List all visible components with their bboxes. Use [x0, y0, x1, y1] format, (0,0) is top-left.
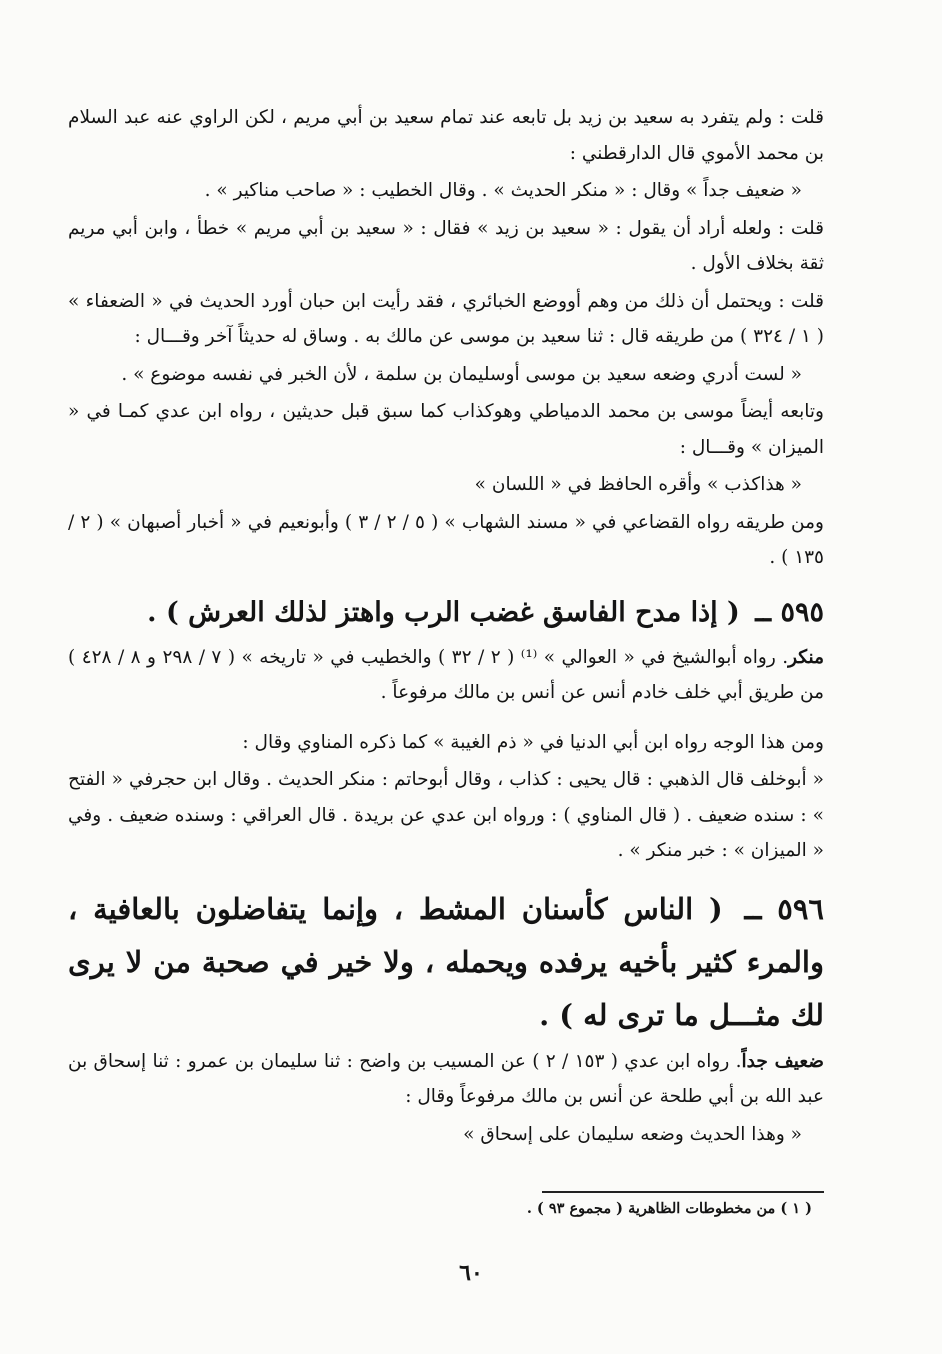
hadith-595-number: ٥٩٥ ــ [755, 596, 824, 628]
hadith-595-heading [68, 588, 824, 638]
hadith-595-takhrij [68, 640, 824, 711]
paragraph: قلت : ولم يتفرد به سعيد بن زيد بل تابعه عند تمام سعيد بن أبي مريم ، لكن الراوي عنه عبد السلام بن محمد الأموي قال الدارقطني : [68, 107, 824, 164]
quote-paragraph: « ضعيف جداً » وقال : « منكر الحديث » . وقال الخطيب : « صاحب مناكير » . [204, 180, 802, 201]
footnote-divider [542, 1191, 824, 1193]
hadith-595-grade: منكر [788, 646, 825, 668]
page-content [68, 100, 824, 1152]
quote-paragraph: « لست أدري وضعه سعيد بن موسى أوسليمان بن سلمة ، لأن الخبر في نفسه موضوع » . [121, 363, 802, 385]
footnote: ( ١ ) من مخطوطات الظاهرية ( مجموع ٩٣ ) . [526, 1200, 812, 1217]
hadith-595-text: ( إذا مدح الفاسق غضب الرب واهتز لذلك العرش ) . [147, 596, 740, 628]
paragraph: قلت : ولعله أراد أن يقول : « سعيد بن زيد » فقال : « سعيد بن أبي مريم » خطأ ، وابن أبي مريم ثقة بخلاف الأول . [68, 217, 824, 274]
hadith-596-heading [68, 883, 824, 1042]
hadith-596-number: ٥٩٦ ــ [744, 891, 824, 926]
paragraph: ومن هذا الوجه رواه ابن أبي الدنيا في « ذم الغيبة » كما ذكره المناوي وقال : [242, 731, 824, 753]
quote-paragraph: « هذاكذب » وأقره الحافظ في « اللسان » [474, 474, 802, 495]
quote-paragraph: « أبوخلف قال الذهبي : قال يحيى : كذاب ، وقال أبوحاتم : منكر الحديث . وقال ابن حجرفي « الفتح » : سنده ضعيف . ( قال المناوي ) : ورواه ابن عدي عن بريدة . قال العراقي : وسنده ضعيف . وفي « الميزان » : خبر منكر » . [68, 769, 824, 861]
page-number: ٦٠ [459, 1260, 483, 1286]
hadith-596-takhrij [68, 1044, 824, 1115]
hadith-595-source: . رواه أبوالشيخ في « العوالي » ⁽¹⁾ ( ٢ / ٣٢ ) والخطيب في « تاريخه » ( ٧ / ٢٩٨ و ٨ / ٤٢٨ ) من طريق أبي خلف خادم أنس عن أنس بن مالك مرفوعاً . [68, 646, 824, 703]
paragraph: ومن طريقه رواه القضاعي في « مسند الشهاب » ( ٥ / ٢ / ٣ ) وأبونعيم في « أخبار أصبهان » ( ٢ / ١٣٥ ) . [68, 511, 824, 568]
hadith-596-text: ( الناس كأسنان المشط ، وإنما يتفاضلون بالعافية ، والمرء كثير بأخيه يرفده ويحمله ، ولا خير في صحبة من لا يرى لك مثـــل ما ترى له ) . [68, 891, 824, 1032]
hadith-596-grade: ضعيف جداً [741, 1050, 825, 1072]
paragraph: وتابعه أيضاً موسى بن محمد الدمياطي وهوكذاب كما سبق قبل حديثين ، رواه ابن عدي كمـا في « الميزان » وقـــال : [68, 401, 824, 458]
quote-paragraph: « وهذا الحديث وضعه سليمان على إسحاق » [463, 1123, 802, 1145]
paragraph: قلت : ويحتمل أن ذلك من وهم أووضع الخبائري ، فقد رأيت ابن حبان أورد الحديث في « الضعفاء » ( ١ / ٣٢٤ ) من طريقه قال : ثنا سعيد بن موسى عن مالك به . وساق له حديثاً آخر وقـــال : [68, 290, 824, 347]
hadith-596-source: . رواه ابن عدي ( ١٥٣ / ٢ ) عن المسيب بن واضح : ثنا سليمان بن عمرو : ثنا إسحاق بن عبد الله بن أبي طلحة عن أنس بن مالك مرفوعاً وقال : [68, 1050, 824, 1107]
